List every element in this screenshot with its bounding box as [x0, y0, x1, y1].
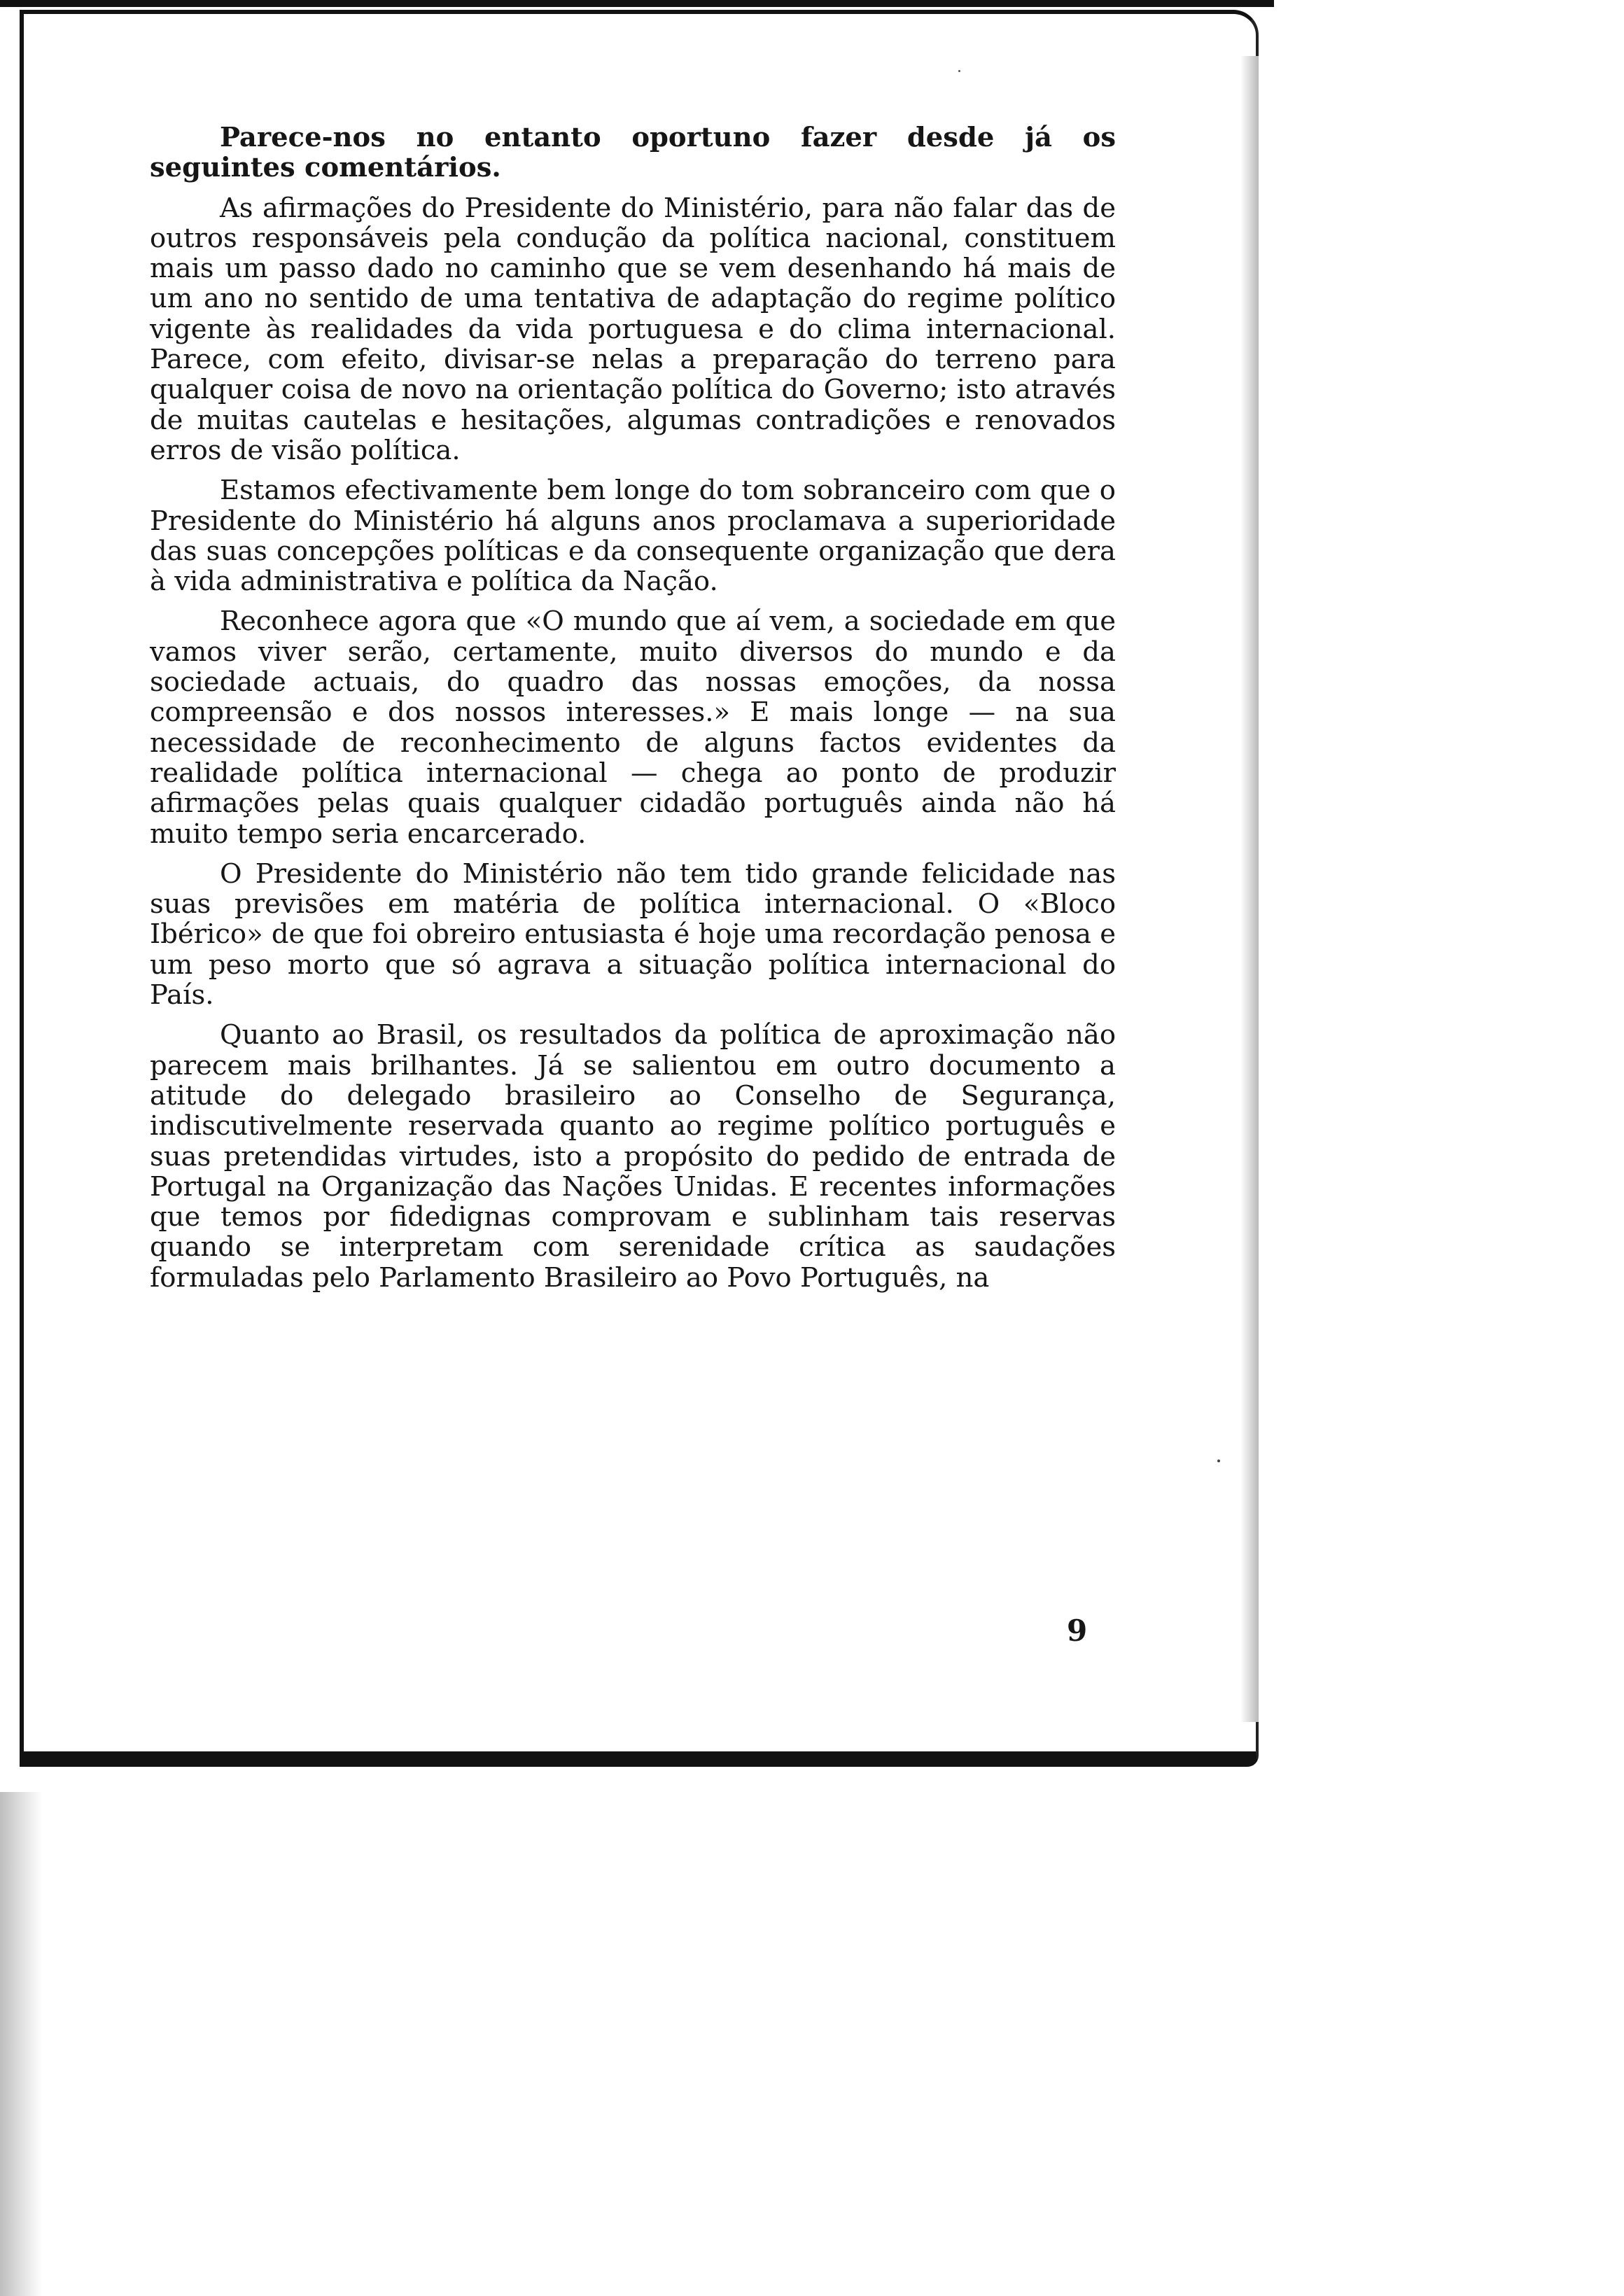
paragraph-1: Parece-nos no entanto oportuno fazer desde já os seguintes comentários. [150, 122, 1116, 184]
paragraph-4: Reconhece agora que «O mundo que aí vem, a sociedade em que vamos viver serão, certamente, muito diversos do mundo e da sociedade actuais, do quadro das nossas emoções, da nossa compreensão e dos nossos interesses.» E mais longe — na sua necessidade de reconhecimento de alguns factos evidentes da realidade política internacional — chega ao ponto de produzir afirmações pelas quais qualquer cidadão português ainda não há muito tempo seria encarcerado. [150, 606, 1116, 850]
scan-background-right [1274, 0, 1624, 2296]
paragraph-5: O Presidente do Ministério não tem tido grande felicidade nas suas previsões em matéria de política internacional. O «Bloco Ibérico» de que foi obreiro entusiasta é hoje uma recordação penosa e um peso morto que só agrava a situação política internacional do País. [150, 858, 1116, 1011]
paragraph-2: As afirmações do Presidente do Ministério, para não falar das de outros responsáveis pela condução da política nacional, constituem mais um passo dado no caminho que se vem desenhando há mais de um ano no sentido de uma tentativa de adaptação do regime político vigente às realidades da vida portuguesa e do clima internacional. Parece, com efeito, divisar-se nelas a preparação do terreno para qualquer coisa de novo na orientação política do Governo; isto através de muitas cautelas e hesitações, algumas contradições e renovados erros de visão política. [150, 192, 1116, 466]
dust-speck [1217, 1460, 1220, 1462]
paragraph-3: Estamos efectivamente bem longe do tom sobranceiro com que o Presidente do Ministério há alguns anos proclamava a superioridade das suas concepções políticas e da consequente organização que dera à vida administrativa e política da Nação. [150, 475, 1116, 598]
page-body [150, 122, 1116, 1303]
scan-background-bottom-left [0, 1792, 42, 2296]
page-number: 9 [1067, 1614, 1088, 1648]
page-sheet [20, 10, 1259, 1767]
paragraph-6: Quanto ao Brasil, os resultados da política de aproximação não parecem mais brilhantes. Já se salientou em outro documento a atitude do delegado brasileiro ao Conselho de Segurança, indiscutivelmente reservada quanto ao regime político português e suas pretendidas virtudes, isto a propósito do pedido de entrada de Portugal na Organização das Nações Unidas. E recentes informações que temos por fidedignas comprovam e sublinham tais reservas quando se interpretam com serenidade crítica as saudações formuladas pelo Parlamento Brasileiro ao Povo Português, na [150, 1019, 1116, 1294]
dust-speck [958, 70, 960, 72]
